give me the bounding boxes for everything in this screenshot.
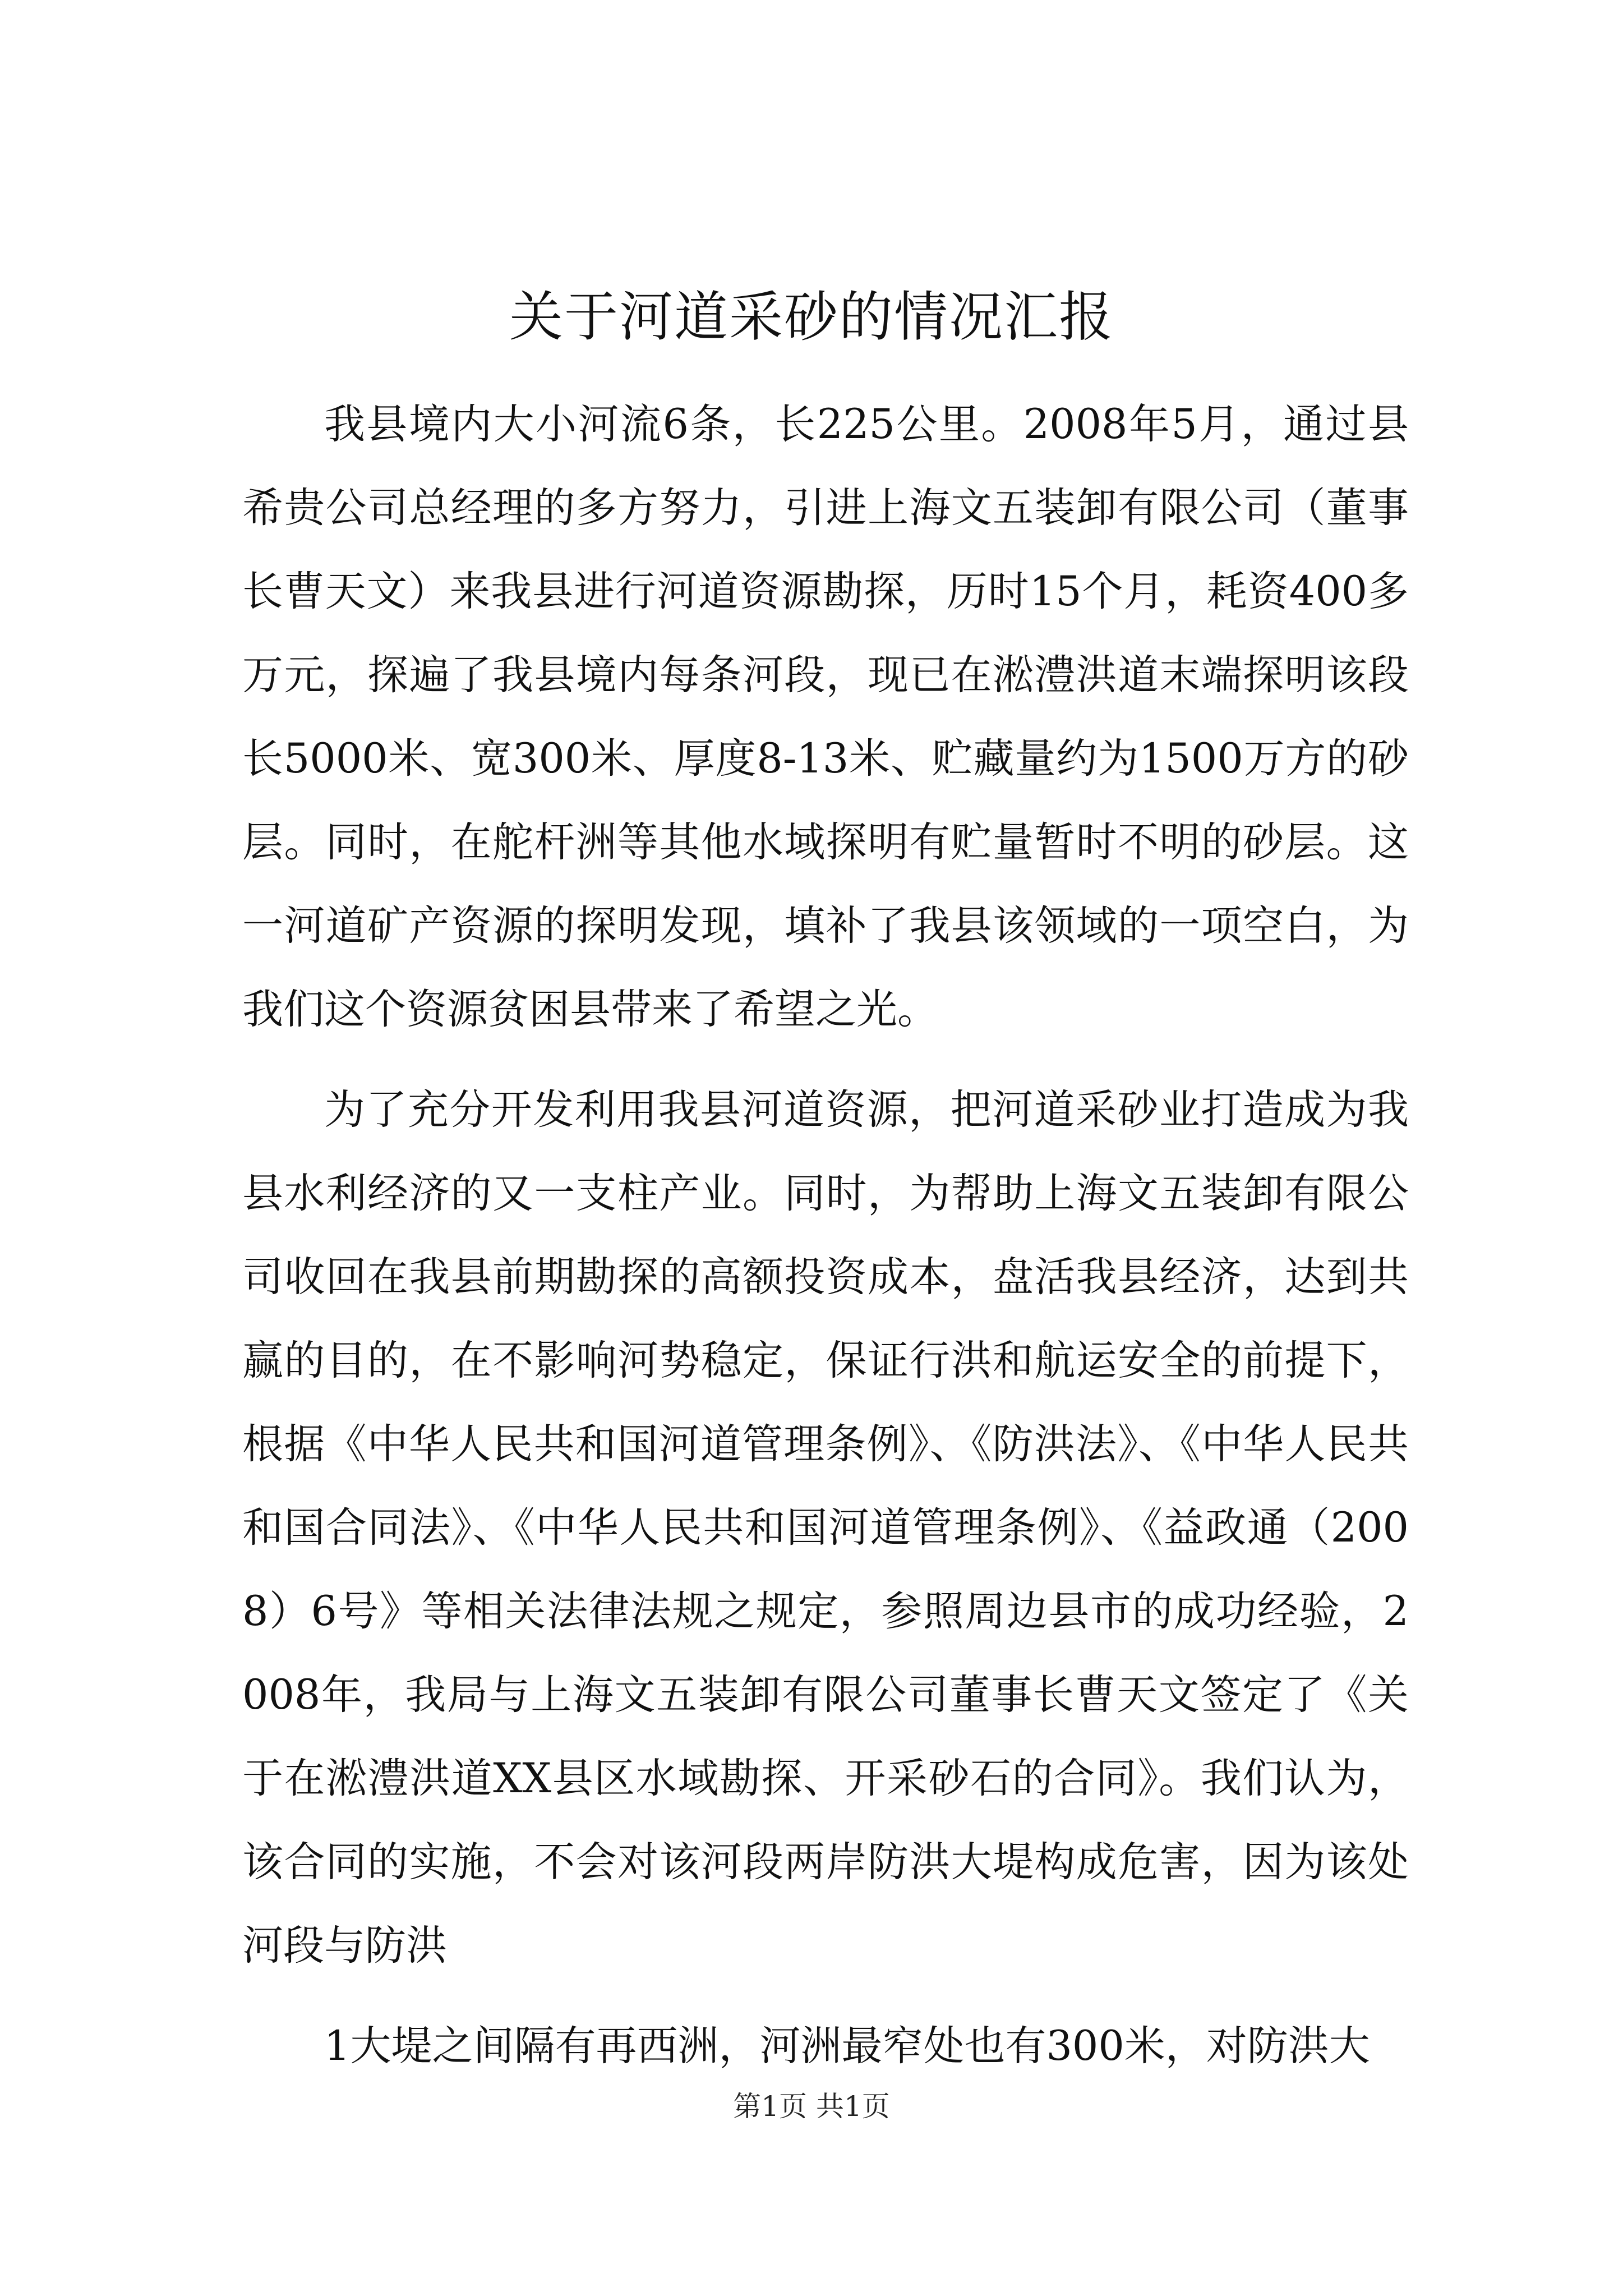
page-footer: 第1页 共1页: [733, 2090, 890, 2123]
paragraph-2: 为了充分开发利用我县河道资源，把河道采砂业打造成为我县水利经济的又一支柱产业。同时，为帮助上海文五装卸有限公司收回在我县前期勘探的高额投资成本，盘活我县经济，达到共赢的目的，在不影响河势稳定，保证行洪和航运安全的前提下，根据《中华人民共和国河道管理条例》、《防洪法》、《中华人民共和国合同法》、《中华人民共和国河道管理条例》、《益政通（2008）6号》等相关法律法规之规定，参照周边县市的成功经验，2008年，我局与上海文五装卸有限公司董事长曹天文签定了《关于在淞澧洪道XX县区水域勘探、开采砂石的合同》。我们认为，该合同的实施，不会对该河段两岸防洪大堤构成危害，因为该处河段与防洪: [242, 1086, 1409, 1970]
paragraph-1: 我县境内大小河流6条，长225公里。2008年5月，通过县希贵公司总经理的多方努力，引进上海文五装卸有限公司（董事长曹天文）来我县进行河道资源勘探，历时15个月，耗资400多万元，探遍了我县境内每条河段，现已在淞澧洪道末端探明该段长5000米、宽300米、厚度8-13米、贮藏量约为1500万方的砂层。同时，在舵杆洲等其他水域探明有贮量暂时不明的砂层。这一河道矿产资源的探明发现，填补了我县该领域的一项空白，为我们这个资源贫困县带来了希望之光。: [242, 401, 1409, 1033]
paragraph-3: 1大堤之间隔有再西洲，河洲最窄处也有300米，对防洪大: [324, 2022, 1370, 2070]
document-body: [242, 383, 1409, 2088]
document-title: 关于河道采砂的情况汇报: [509, 286, 1114, 348]
